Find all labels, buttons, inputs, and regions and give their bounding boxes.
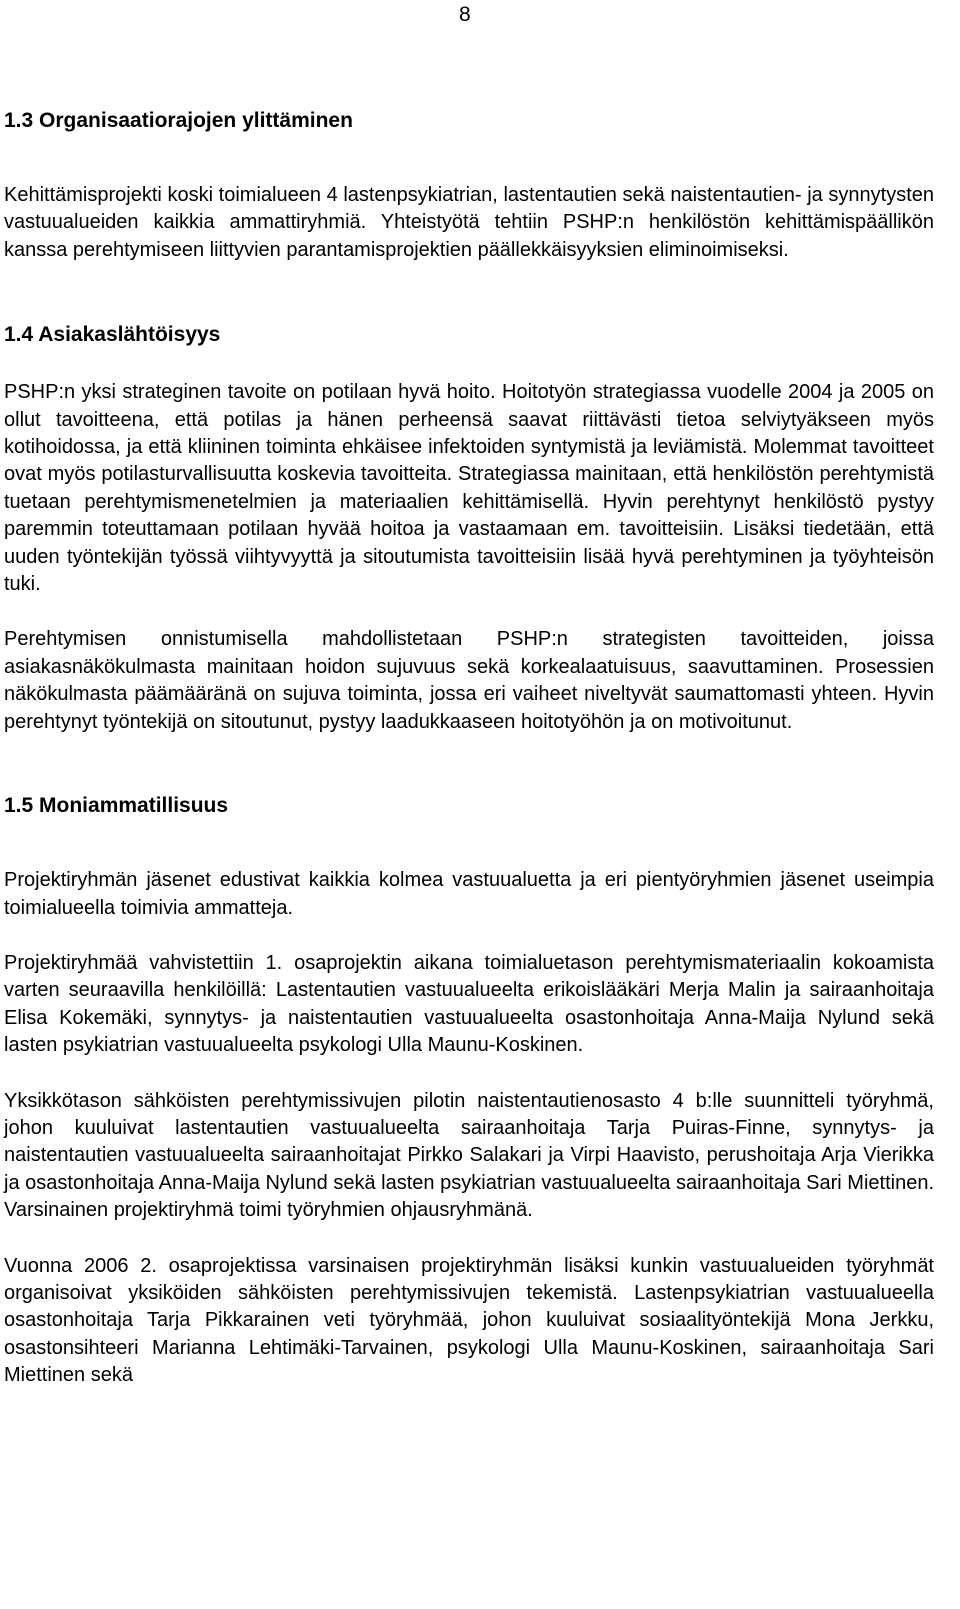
section-1-4-paragraph-2: Perehtymisen onnistumisella mahdollistetaan PSHP:n strategisten tavoitteiden, joissa asiakasnäkökulmasta mainitaan hoidon sujuvuus sekä korkealaatuisuus, saavuttaminen. Prosessien näkökulmasta päämääränä on sujuva toiminta, jossa eri vaiheet niveltyvät saumattomasti yhteen. Hyvin perehtynyt työntekijä on sitoutunut, pystyy laadukkaaseen hoitotyöhön ja on motivoitunut.	[4, 628, 934, 733]
section-heading-1-5: 1.5 Moniammatillisuus	[4, 794, 229, 818]
section-1-5-paragraph-1: Projektiryhmän jäsenet edustivat kaikkia kolmea vastuualuetta ja eri pientyöryhmien jäsenet useimpia toimialueella toimivia ammatteja.	[4, 869, 934, 919]
section-1-4-paragraph-1: PSHP:n yksi strateginen tavoite on potilaan hyvä hoito. Hoitotyön strategiassa vuodelle 2004 ja 2005 on ollut tavoitteena, että potilas ja hänen perheensä saavat riittävästi tietoa selviytyäkseen myös kotihoidossa, ja että kliininen toiminta ehkäisee infektoiden syntymistä ja leviämistä. Molemmat tavoitteet ovat myös potilasturvallisuutta koskevia tavoitteita. Strategiassa mainitaan, että henkilöstön perehtymistä tuetaan perehtymismenetelmien ja materiaalien kehittämisellä. Hyvin perehtynyt henkilöstö pystyy paremmin toteuttamaan potilaan hyvää hoitoa ja vastaamaan em. tavoitteisiin. Lisäksi tiedetään, että uuden työntekijän työssä viihtyvyyttä ja sitoutumista tavoitteisiin lisää hyvä perehtyminen ja työyhteisön tuki.	[4, 381, 934, 596]
section-1-5-paragraph-3: Yksikkötason sähköisten perehtymissivujen pilotin naistentautienosasto 4 b:lle suunnitteli työryhmä, johon kuuluivat lastentautien vastuualueelta sairaanhoitaja Tarja Puiras-Finne, synnytys- ja naistentautien vastuualueelta sairaanhoitajat Pirkko Salakari ja Virpi Haavisto, perushoitaja Arja Vierikka ja osastonhoitaja Anna-Maija Nylund sekä lasten psykiatrian vastuualueelta sairaanhoitaja Sari Miettinen. Varsinainen projektiryhmä toimi työryhmien ohjausryhmänä.	[4, 1089, 934, 1222]
section-1-5-paragraph-2: Projektiryhmää vahvistettiin 1. osaprojektin aikana toimialuetason perehtymismateriaalin kokoamista varten seuraavilla henkilöillä: Lastentautien vastuualueelta erikoislääkäri Merja Malin ja sairaanhoitaja Elisa Kokemäki, synnytys- ja naistentautien vastuualueelta osastonhoitaja Anna-Maija Nylund sekä lasten psykiatrian vastuualueelta psykologi Ulla Maunu-Koskinen.	[4, 951, 934, 1057]
section-1-3-paragraph-1: Kehittämisprojekti koski toimialueen 4 lastenpsykiatrian, lastentautien sekä naistentautien- ja synnytysten vastuualueiden kaikkia ammattiryhmiä. Yhteistyötä tehtiin PSHP:n henkilöstön kehittämispäällikön kanssa perehtymiseen liittyvien parantamisprojektien päällekkäisyyksien eliminoimiseksi.	[4, 184, 934, 261]
section-heading-1-4: 1.4 Asiakaslähtöisyys	[4, 323, 221, 347]
page-content	[4, 106, 934, 1390]
section-heading-1-3: 1.3 Organisaatiorajojen ylittäminen	[4, 109, 353, 132]
section-1-5-paragraph-4: Vuonna 2006 2. osaprojektissa varsinaisen projektiryhmän lisäksi kunkin vastuualueiden työryhmät organisoivat yksiköiden sähköisten perehtymissivujen tekemistä. Lastenpsykiatrian vastuualueella osastonhoitaja Tarja Pikkarainen veti työryhmää, johon kuuluivat sosiaalityöntekijä Mona Jerkku, osastonsihteeri Marianna Lehtimäki-Tarvainen, psykologi Ulla Maunu-Koskinen, sairaanhoitaja Sari Miettinen sekä	[4, 1254, 934, 1387]
page-number: 8	[459, 3, 471, 26]
